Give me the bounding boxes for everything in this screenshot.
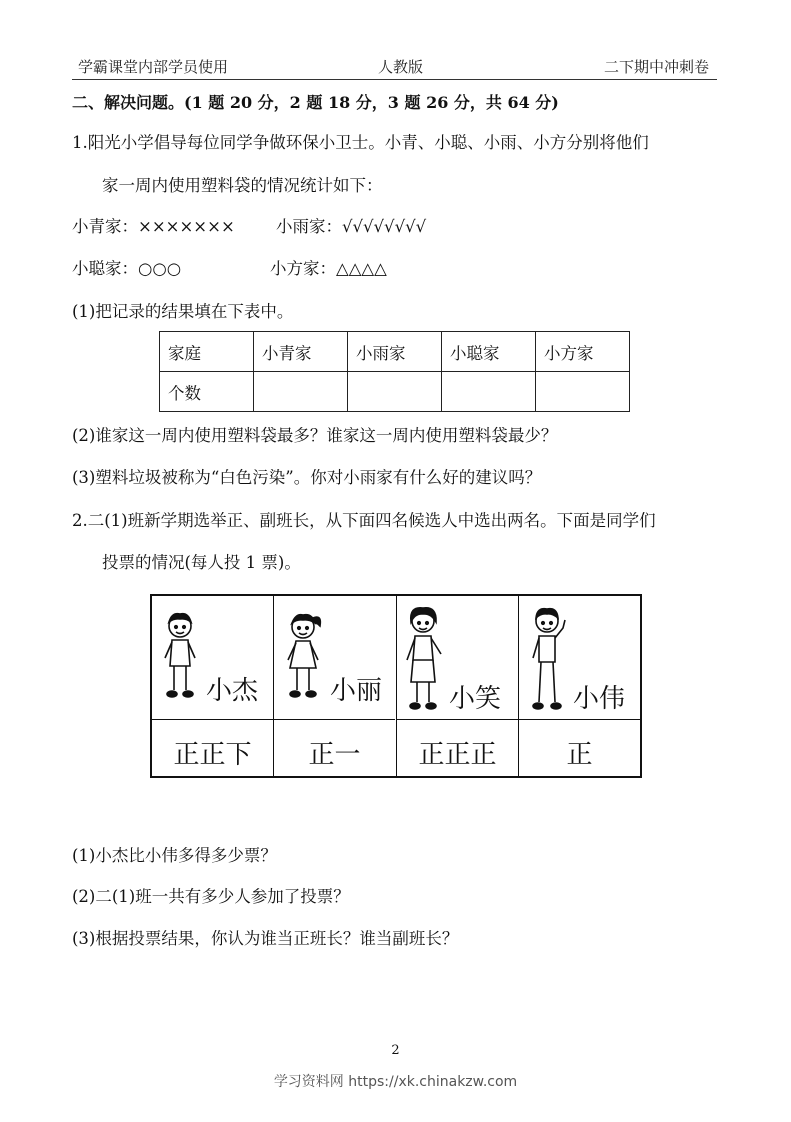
- candidate-name: 小杰: [206, 676, 259, 706]
- table-count-row: [160, 372, 630, 412]
- answer-cell-xiaocong[interactable]: [442, 372, 536, 412]
- record-table: [159, 331, 630, 412]
- header-left: 学霸课堂内部学员使用: [78, 58, 229, 76]
- answer-cell-xiaoqing[interactable]: [254, 372, 348, 412]
- q1-sub3: (3)塑料垃圾被称为“白色污染”。你对小雨家有什么好的建议吗？: [72, 468, 542, 487]
- vote-tally: 正一: [308, 740, 361, 770]
- q1-sub2: (2)谁家这一周内使用塑料袋最多？谁家这一周内使用塑料袋最少？: [72, 426, 558, 445]
- q2-line1: 2.二(1)班新学期选举正、副班长，从下面四名候选人中选出两名。下面是同学们: [72, 511, 656, 530]
- tally-cell-xiaoli: [274, 719, 395, 776]
- boy-figure-icon: [527, 604, 569, 712]
- candidate-cell-xiaoli: [274, 596, 395, 719]
- header-center: 人教版: [378, 58, 424, 76]
- source-watermark: 学习资料网 https://xk.chinakzw.com: [273, 1074, 518, 1090]
- q1-line2: 家一周内使用塑料袋的情况统计如下：: [102, 176, 383, 195]
- vote-table: [150, 594, 642, 778]
- table-header-cell: 家庭: [160, 332, 254, 372]
- candidate-name: 小伟: [573, 684, 626, 714]
- table-header-cell: 小雨家: [348, 332, 442, 372]
- table-header-cell: 小方家: [536, 332, 630, 372]
- answer-cell-xiaofang[interactable]: [536, 372, 630, 412]
- vote-tally: 正: [566, 740, 593, 770]
- tally-cell-xiaojie: [152, 719, 273, 776]
- q2-sub2: (2)二(1)班一共有多少人参加了投票？: [72, 887, 350, 906]
- q2-line2: 投票的情况(每人投 1 票)。: [102, 553, 301, 572]
- q1-line1: 1.阳光小学倡导每位同学争做环保小卫士。小青、小聪、小雨、小方分别将他们: [72, 133, 649, 152]
- candidate-name: 小丽: [330, 676, 383, 706]
- q2-sub3: (3)根据投票结果，你认为谁当正班长？谁当副班长？: [72, 929, 459, 948]
- table-header-cell: 小聪家: [442, 332, 536, 372]
- q2-sub1: (1)小杰比小伟多得多少票？: [72, 846, 277, 865]
- candidate-cell-xiaojie: [152, 596, 273, 719]
- section-title: 二、解决问题。(1 题 20 分，2 题 18 分，3 题 26 分，共 64 分): [72, 93, 559, 112]
- record-xiaoqing: 小青家：×××××××: [72, 217, 235, 236]
- answer-cell-xiaoyu[interactable]: [348, 372, 442, 412]
- header-right: 二下期中冲刺卷: [604, 58, 710, 76]
- tally-cell-xiaowei: [519, 719, 640, 776]
- vote-tally: 正正正: [418, 740, 497, 770]
- candidate-cell-xiaoxiao: [397, 596, 518, 719]
- table-row-label: 个数: [160, 372, 254, 412]
- record-xiaofang: 小方家：△△△△: [270, 259, 387, 278]
- record-xiaoyu: 小雨家：√√√√√√√√: [276, 217, 427, 236]
- candidate-name: 小笑: [449, 684, 502, 714]
- table-header-row: [160, 332, 630, 372]
- vote-tally: 正正下: [173, 740, 252, 770]
- record-xiaocong: 小聪家：○○○: [72, 259, 182, 278]
- table-header-cell: 小青家: [254, 332, 348, 372]
- candidate-cell-xiaowei: [519, 596, 640, 719]
- tally-cell-xiaoxiao: [397, 719, 518, 776]
- header-rule: [72, 79, 717, 80]
- boy-figure-icon: [160, 610, 200, 702]
- page-number: 2: [391, 1043, 400, 1058]
- q1-sub1: (1)把记录的结果填在下表中。: [72, 302, 294, 321]
- girl-figure-icon: [403, 604, 447, 712]
- girl-figure-icon: [282, 610, 324, 702]
